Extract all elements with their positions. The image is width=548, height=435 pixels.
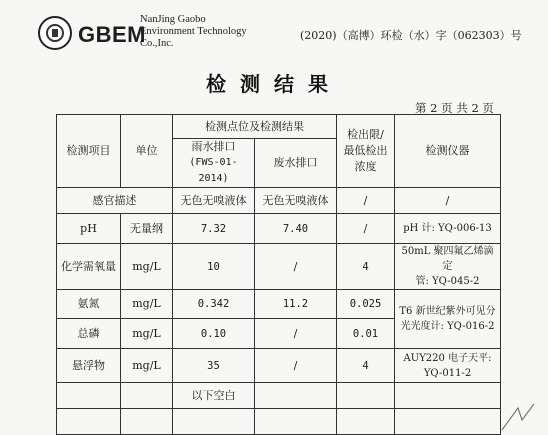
cell-waste: 无色无嗅液体	[255, 188, 337, 214]
cell-empty	[395, 409, 501, 435]
cell-item: pH	[57, 214, 121, 244]
cell-unit: mg/L	[121, 290, 173, 319]
col-header-limit	[337, 115, 395, 188]
results-table	[56, 114, 501, 435]
cell-item: 感官描述	[57, 188, 173, 214]
table-row	[57, 214, 501, 244]
rain-outlet-code: (FWS-01-2014)	[189, 157, 238, 184]
limit-header-line-3: 浓度	[354, 160, 377, 173]
col-header-item: 检测项目	[57, 115, 121, 188]
cell-unit: 无量纲	[121, 214, 173, 244]
col-header-rain-outlet	[173, 139, 255, 188]
table-row	[57, 188, 501, 214]
cell-waste: 11.2	[255, 290, 337, 319]
pen-stroke-mark-icon	[498, 400, 538, 434]
instrument-line-1: T6 新世纪紫外可见分	[399, 306, 496, 317]
table-row	[57, 383, 501, 409]
cell-rain: 无色无嗅液体	[173, 188, 255, 214]
instrument-line-2: 光光度计: YQ-016-2	[400, 321, 495, 332]
cell-empty	[337, 383, 395, 409]
cell-unit: mg/L	[121, 319, 173, 349]
cell-limit: 0.01	[337, 319, 395, 349]
company-name	[140, 14, 247, 50]
table-row	[57, 409, 501, 435]
cell-rain: 0.10	[173, 319, 255, 349]
cell-empty	[173, 409, 255, 435]
cell-instrument	[395, 349, 501, 383]
cell-rain: 7.32	[173, 214, 255, 244]
cell-waste: /	[255, 319, 337, 349]
instrument-line-1: 50mL 聚四氟乙烯滴定	[401, 246, 494, 272]
table-row	[57, 244, 501, 290]
company-logo-icon	[38, 16, 72, 50]
brand-name: GBEM	[78, 22, 146, 47]
cell-blank-note: 以下空白	[173, 383, 255, 409]
cell-item: 氨氮	[57, 290, 121, 319]
cell-instrument: /	[395, 188, 501, 214]
col-header-waste-outlet: 废水排口	[255, 139, 337, 188]
cell-waste: /	[255, 244, 337, 290]
cell-waste: /	[255, 349, 337, 383]
cell-empty	[255, 383, 337, 409]
cell-unit: mg/L	[121, 244, 173, 290]
col-header-points: 检测点位及检测结果	[173, 115, 337, 139]
cell-empty	[337, 409, 395, 435]
cell-rain: 35	[173, 349, 255, 383]
cell-waste: 7.40	[255, 214, 337, 244]
cell-instrument: pH 计: YQ-006-13	[395, 214, 501, 244]
cell-empty	[395, 383, 501, 409]
cell-item: 总磷	[57, 319, 121, 349]
col-header-instrument: 检测仪器	[395, 115, 501, 188]
cell-limit: 4	[337, 244, 395, 290]
table-row	[57, 290, 501, 319]
cell-empty	[121, 383, 173, 409]
cell-empty	[57, 383, 121, 409]
limit-header-line-1: 检出限/	[347, 128, 384, 141]
header-row	[57, 115, 501, 139]
instrument-line-1: AUY220 电子天平:	[403, 352, 492, 364]
page-title: 检测结果	[206, 72, 342, 96]
cell-limit: /	[337, 188, 395, 214]
cell-rain: 0.342	[173, 290, 255, 319]
cell-limit: 4	[337, 349, 395, 383]
table-row	[57, 349, 501, 383]
cell-instrument	[395, 290, 501, 349]
report-header	[0, 0, 548, 62]
instrument-line-2: 管: YQ-045-2	[415, 276, 480, 287]
cell-empty	[57, 409, 121, 435]
cell-limit: /	[337, 214, 395, 244]
company-line-2: Environment Technology	[140, 26, 247, 37]
cell-rain: 10	[173, 244, 255, 290]
cell-limit: 0.025	[337, 290, 395, 319]
cell-empty	[121, 409, 173, 435]
company-line-3: Co.,Inc.	[140, 38, 174, 49]
page-number: 第 2 页 共 2 页	[415, 101, 494, 115]
limit-header-line-2: 最低检出	[343, 144, 388, 157]
rain-outlet-label: 雨水排口	[191, 140, 236, 153]
cell-item: 化学需氧量	[57, 244, 121, 290]
cell-item: 悬浮物	[57, 349, 121, 383]
cell-instrument	[395, 244, 501, 290]
instrument-line-2: YQ-011-2	[423, 367, 472, 379]
cell-unit: mg/L	[121, 349, 173, 383]
report-number: (2020)（高博）环检（水）字（062303）号	[300, 29, 522, 42]
cell-empty	[255, 409, 337, 435]
col-header-unit: 单位	[121, 115, 173, 188]
company-line-1: NanJing Gaobo	[140, 14, 206, 25]
